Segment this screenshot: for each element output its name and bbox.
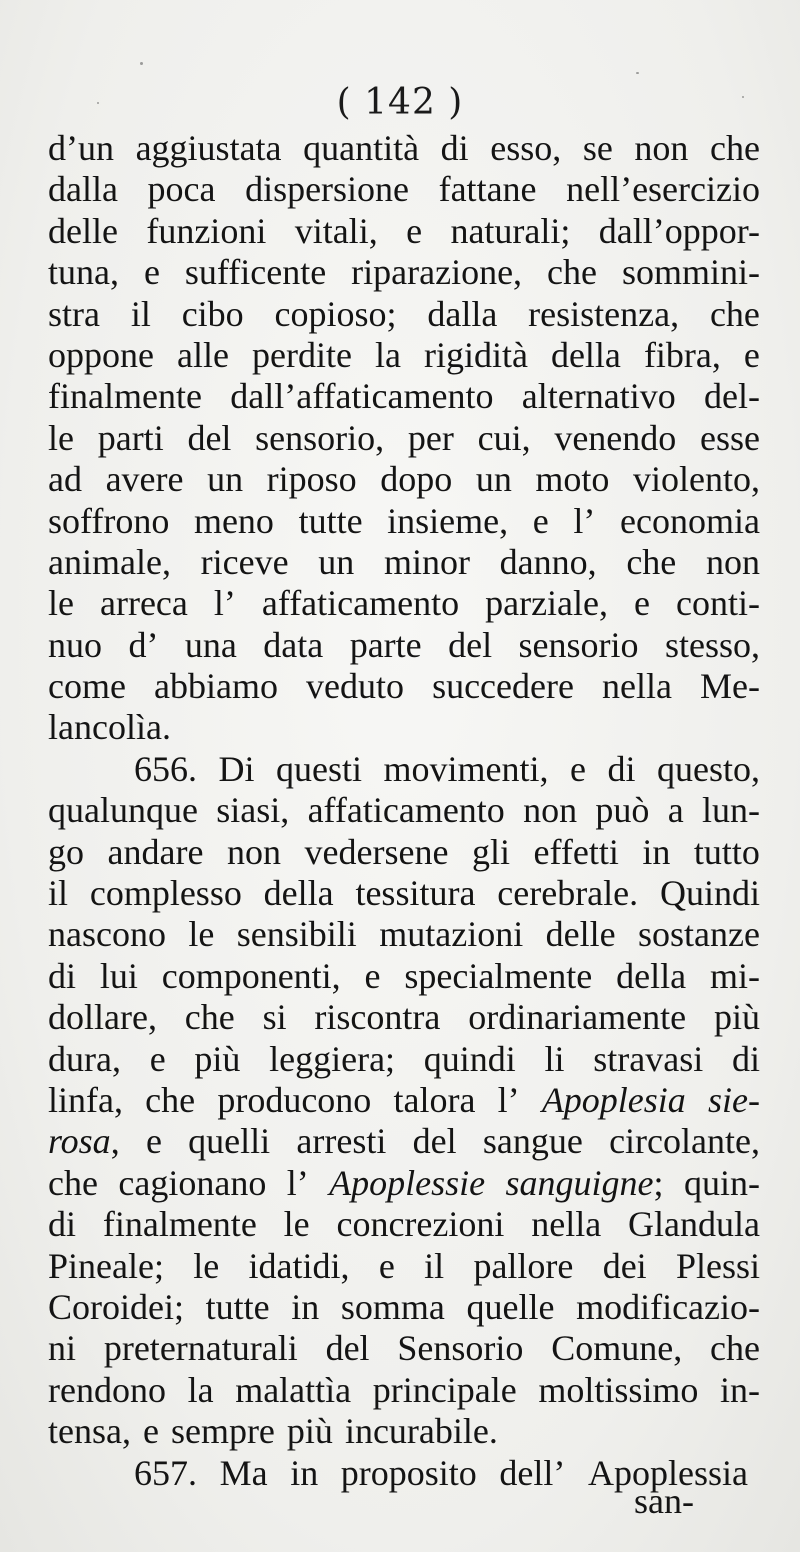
word: riscontra <box>314 997 441 1038</box>
text-line <box>48 1370 760 1411</box>
word: ordinariamente <box>468 997 687 1038</box>
word: stesso, <box>664 624 760 665</box>
word: l’ <box>286 1162 309 1203</box>
word: naturali; <box>450 210 571 251</box>
word: più <box>194 1038 241 1079</box>
word: e <box>570 748 586 789</box>
word: resistenza, <box>528 293 680 334</box>
word: sie- <box>707 1079 760 1120</box>
word: rosa, <box>48 1121 120 1162</box>
word: e <box>634 583 650 624</box>
word: la <box>374 334 401 375</box>
word: in <box>290 1452 319 1493</box>
word: e <box>743 334 760 375</box>
word: del <box>325 1328 370 1369</box>
word: del <box>412 1121 457 1162</box>
word: riparazione, <box>351 252 523 293</box>
word: sempre <box>170 1411 275 1452</box>
word: le <box>283 1204 310 1245</box>
word: 657. <box>134 1452 197 1493</box>
word: li <box>544 1038 565 1079</box>
word: più <box>286 1411 333 1452</box>
word: della <box>263 873 334 914</box>
word: parte <box>349 624 422 665</box>
word: dei <box>602 1245 647 1286</box>
word: dispersione <box>245 169 410 210</box>
word: Di <box>218 748 255 789</box>
word: del <box>448 624 493 665</box>
text-line <box>48 128 760 169</box>
word: la <box>187 1369 214 1410</box>
text-line <box>48 418 760 459</box>
text-line <box>48 294 760 335</box>
text-line <box>48 666 760 707</box>
word: go <box>48 831 84 872</box>
word: vitali, <box>294 210 378 251</box>
word: si <box>262 997 287 1038</box>
word: le <box>193 1245 220 1286</box>
text-line <box>48 459 760 500</box>
text-line <box>48 914 760 955</box>
word: fibra, <box>643 334 721 375</box>
word: soffrono <box>48 500 170 541</box>
word: cerebrale. <box>497 873 639 914</box>
word: danno, <box>499 541 597 582</box>
word: rigidità <box>423 334 528 375</box>
word: delle <box>545 914 616 955</box>
word: mutazioni <box>379 914 524 955</box>
paper-speck <box>636 72 639 74</box>
word: arreca <box>99 583 188 624</box>
text-line <box>48 790 760 831</box>
word: finalmente <box>102 1204 257 1245</box>
word: che <box>145 1079 196 1120</box>
word: dura, <box>48 1038 121 1079</box>
word: succedere <box>432 666 574 707</box>
word: sangue <box>482 1121 583 1162</box>
text-line <box>48 252 760 293</box>
word: Coroidei; <box>48 1286 184 1327</box>
word: una <box>184 624 237 665</box>
word: della <box>550 334 621 375</box>
word: nella <box>602 666 672 707</box>
text-line <box>48 997 760 1038</box>
word: 656. <box>134 748 197 789</box>
text-line <box>48 1328 760 1369</box>
word: esso, <box>490 128 562 168</box>
word: rendono <box>48 1369 166 1410</box>
word: non <box>705 541 760 582</box>
word: siasi, <box>216 790 290 831</box>
word: non <box>634 128 689 168</box>
word: abbiamo <box>154 666 278 707</box>
word: di <box>607 748 636 789</box>
word: cibo <box>181 293 244 334</box>
word: il <box>424 1245 445 1286</box>
word: in <box>642 831 671 872</box>
word: insieme, <box>387 500 509 541</box>
word: Me- <box>700 666 760 707</box>
word: dell’ <box>499 1452 566 1493</box>
word: d’ <box>128 624 159 665</box>
word: che <box>48 1162 98 1203</box>
word: affaticamento <box>261 583 460 624</box>
word: circolante, <box>609 1121 760 1162</box>
word: e <box>364 955 381 996</box>
word: Comune, <box>551 1328 683 1369</box>
word: finalmente <box>48 376 202 417</box>
text-line <box>48 335 760 376</box>
word: componenti, <box>161 955 341 996</box>
word: preternaturali <box>103 1328 298 1369</box>
word: sanguigne; <box>505 1162 664 1203</box>
word: incurabile. <box>344 1411 498 1452</box>
word: sensorio, <box>255 417 385 458</box>
word: alternativo <box>521 376 676 417</box>
word: non <box>227 831 281 872</box>
word: gli <box>471 831 510 872</box>
text-line <box>48 1287 760 1328</box>
word: tutte <box>298 500 363 541</box>
word: talora <box>393 1079 476 1120</box>
word: somma <box>340 1286 445 1327</box>
text-line <box>48 1039 760 1080</box>
word: Plessi <box>675 1245 760 1286</box>
word: animale, <box>48 541 171 582</box>
word: sensorio <box>518 624 639 665</box>
word: nell’esercizio <box>566 169 760 210</box>
word: nascono <box>48 914 166 955</box>
word: non <box>523 790 578 831</box>
word: che <box>626 541 677 582</box>
word: cui, <box>477 417 531 458</box>
word: lui <box>99 955 138 996</box>
word: stravasi <box>593 1038 704 1079</box>
word: minor <box>383 541 470 582</box>
word: dopo <box>380 459 453 500</box>
text-line <box>48 211 760 252</box>
word: più <box>713 997 760 1038</box>
word: quin- <box>683 1162 760 1203</box>
word: effetti <box>533 831 619 872</box>
text-line <box>48 542 760 583</box>
word: modificazio- <box>576 1286 760 1327</box>
word: cagionano <box>118 1162 267 1203</box>
word: e <box>149 1038 166 1079</box>
word: nuo <box>48 624 102 665</box>
word: in <box>291 1286 320 1327</box>
catchword: san- <box>634 1481 694 1521</box>
word: concrezioni <box>336 1204 505 1245</box>
word: sostanze <box>638 914 760 955</box>
word: sommini- <box>621 252 760 293</box>
text-line <box>48 956 760 997</box>
word: d’un <box>48 128 114 168</box>
word: Ma <box>219 1452 268 1493</box>
word: ad <box>48 459 82 500</box>
word: arresti <box>296 1121 387 1162</box>
word: producono <box>217 1079 372 1120</box>
word: che <box>710 1328 760 1369</box>
word: tensa, <box>48 1411 131 1452</box>
word: specialmente <box>404 955 593 996</box>
word: di <box>731 1038 760 1079</box>
word: meno <box>193 500 274 541</box>
word: tutte <box>205 1286 270 1327</box>
word: questi <box>276 748 362 789</box>
word: in- <box>720 1369 760 1410</box>
word: parti <box>97 417 164 458</box>
word: che <box>709 128 760 168</box>
body-text <box>48 128 760 1494</box>
text-line <box>48 1204 760 1245</box>
word: Glandula <box>628 1204 760 1245</box>
word: Sensorio <box>397 1328 524 1369</box>
word: andare <box>107 831 204 872</box>
word: vedersene <box>304 831 449 872</box>
text-line <box>48 1411 760 1452</box>
word: stra <box>48 293 100 334</box>
word: un <box>475 459 512 500</box>
word: questo, <box>657 748 760 789</box>
word: il <box>130 293 151 334</box>
word: mi- <box>709 955 760 996</box>
word: e <box>378 1245 395 1286</box>
word: a <box>667 790 684 831</box>
word: del- <box>704 376 760 417</box>
text-line <box>48 749 760 790</box>
word: alle <box>177 334 229 375</box>
word: può <box>595 790 650 831</box>
word: tessitura <box>355 873 476 914</box>
text-line <box>48 1246 760 1287</box>
word: perdite <box>251 334 352 375</box>
text-line <box>48 873 760 914</box>
word: moto <box>535 459 610 500</box>
word: oppone <box>48 334 154 375</box>
word: principale <box>372 1369 517 1410</box>
word: che <box>547 252 597 293</box>
word: della <box>616 955 687 996</box>
word: data <box>263 624 324 665</box>
word: poca <box>147 169 216 210</box>
word: malattìa <box>235 1369 352 1410</box>
word: che <box>709 293 760 334</box>
word: quindi <box>423 1038 516 1079</box>
word: sensibili <box>236 914 357 955</box>
word: funzioni <box>146 210 267 251</box>
word: dalla <box>427 293 498 334</box>
word: l’ <box>497 1079 520 1120</box>
text-line <box>48 376 760 417</box>
word: nella <box>531 1204 602 1245</box>
word: proposito <box>340 1452 477 1493</box>
word: complesso <box>89 873 242 914</box>
word: di <box>48 1204 77 1245</box>
word: e <box>532 500 549 541</box>
word: venendo <box>554 417 677 458</box>
word: Pineale; <box>48 1245 164 1286</box>
page-number: ( 142 ) <box>336 82 464 123</box>
text-line <box>48 1080 760 1121</box>
word: tutto <box>693 831 760 872</box>
word: e <box>145 1121 162 1162</box>
text-line <box>48 832 760 873</box>
word: pallore <box>473 1245 574 1286</box>
word: e <box>142 1411 159 1452</box>
word: idatidi, <box>248 1245 350 1286</box>
word: avere <box>105 459 184 500</box>
word: come <box>48 666 126 707</box>
word: movimenti, <box>383 748 549 789</box>
word: di <box>48 955 77 996</box>
word: qualunque <box>48 790 198 831</box>
word: affaticamento <box>307 790 505 831</box>
word: il <box>48 873 69 914</box>
word: Apoplessie <box>329 1162 486 1203</box>
word: violento, <box>632 459 760 500</box>
word: del <box>187 417 232 458</box>
word: quelle <box>466 1286 555 1327</box>
word: l’ <box>213 583 236 624</box>
word: riposo <box>266 459 357 500</box>
word: fattane <box>438 169 537 210</box>
word: tuna, <box>48 252 119 293</box>
text-line <box>48 501 760 542</box>
text-line <box>48 1121 760 1162</box>
text-line <box>48 1163 760 1204</box>
word: un <box>207 459 244 500</box>
word: aggiustata <box>135 128 282 168</box>
word: lancolìa. <box>48 707 171 748</box>
word: per <box>407 417 454 458</box>
word: dall’oppor- <box>598 210 760 251</box>
word: di <box>440 128 469 168</box>
word: linfa, <box>48 1079 123 1120</box>
word: quelli <box>188 1121 271 1162</box>
word: e <box>406 210 423 251</box>
word: copioso; <box>274 293 397 334</box>
word: leggiera; <box>269 1038 396 1079</box>
word: se <box>582 128 613 168</box>
word: dall’affaticamento <box>230 376 494 417</box>
text-line <box>48 707 760 748</box>
word: che <box>184 997 235 1038</box>
word: Apoplessia <box>587 1452 748 1493</box>
word: e <box>143 252 160 293</box>
word: le <box>188 914 215 955</box>
word: economia <box>620 500 760 541</box>
paper-speck <box>140 62 143 65</box>
text-line <box>48 625 760 666</box>
word: quantità <box>303 128 420 168</box>
word: conti- <box>676 583 760 624</box>
word: delle <box>48 210 118 251</box>
word: dollare, <box>48 997 157 1038</box>
word: riceve <box>200 541 289 582</box>
text-line <box>48 169 760 210</box>
word: moltissimo <box>538 1369 699 1410</box>
text-line <box>48 583 760 624</box>
word: Apoplesia <box>541 1079 686 1120</box>
word: le <box>48 417 74 458</box>
word: parziale, <box>485 583 609 624</box>
word: dalla <box>48 169 118 210</box>
word: le <box>48 583 74 624</box>
word: veduto <box>306 666 405 707</box>
word: Quindi <box>659 873 760 914</box>
word: lun- <box>701 790 760 831</box>
word: l’ <box>573 500 596 541</box>
word: esse <box>700 417 760 458</box>
word: un <box>318 541 355 582</box>
word: ni <box>48 1328 77 1369</box>
word: sufficente <box>184 252 327 293</box>
